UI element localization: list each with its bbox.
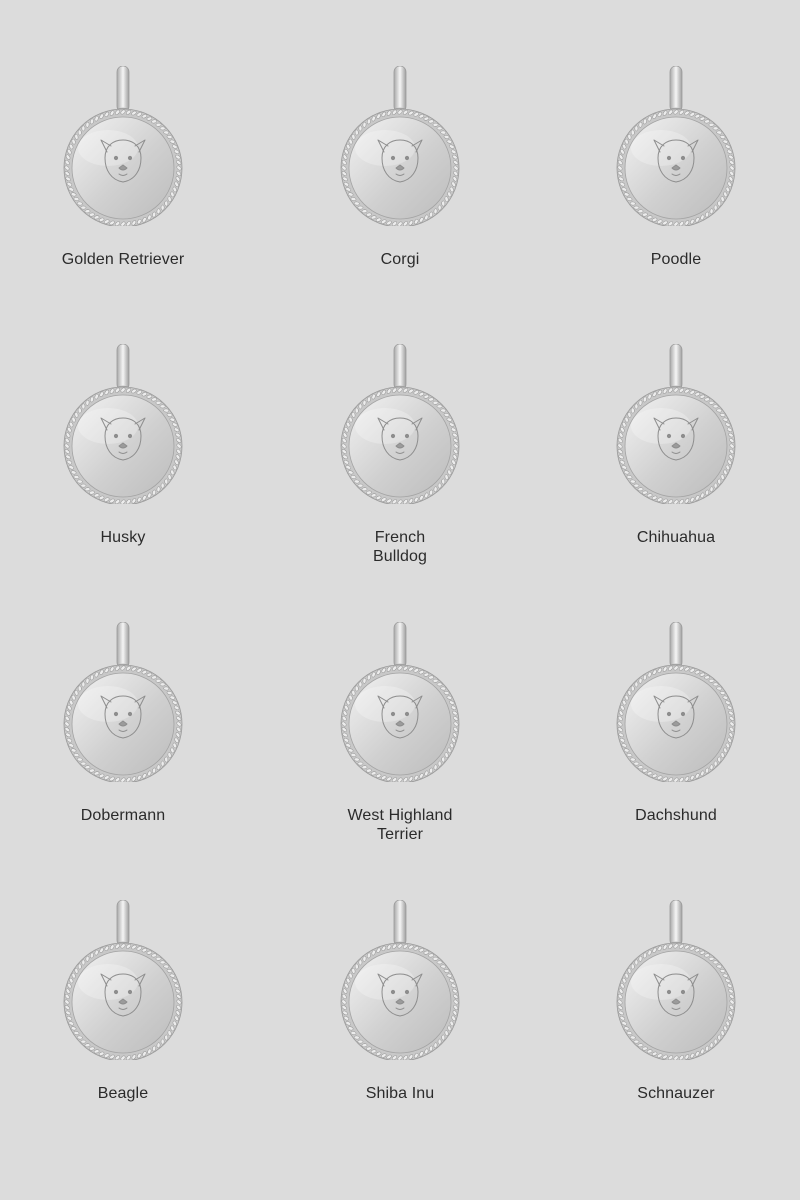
pendant-card[interactable] bbox=[13, 900, 233, 1160]
pendant-card[interactable] bbox=[13, 344, 233, 604]
chihuahua-icon bbox=[606, 344, 746, 504]
pendant-card[interactable] bbox=[290, 622, 510, 882]
pendant-card[interactable] bbox=[13, 622, 233, 882]
pendant-card[interactable] bbox=[13, 66, 233, 326]
pendant-card[interactable] bbox=[290, 66, 510, 326]
pendant-card[interactable] bbox=[566, 66, 786, 326]
golden-retriever-icon bbox=[53, 66, 193, 226]
pendant-label: Golden Retriever bbox=[61, 251, 185, 268]
poodle-icon bbox=[606, 66, 746, 226]
pendant-card[interactable] bbox=[566, 344, 786, 604]
pendant-label: Shiba Inu bbox=[365, 1085, 435, 1102]
pendant-label: French Bulldog bbox=[372, 529, 428, 565]
pendant-card[interactable] bbox=[290, 344, 510, 604]
french-bulldog-icon bbox=[330, 344, 470, 504]
pendant-label: Chihuahua bbox=[636, 529, 716, 546]
pendant-label: Schnauzer bbox=[637, 1085, 715, 1102]
corgi-icon bbox=[330, 66, 470, 226]
pendant-label: Poodle bbox=[650, 251, 702, 268]
pendant-label: Dachshund bbox=[635, 807, 717, 824]
pendant-label: Husky bbox=[100, 529, 146, 546]
pendant-card[interactable] bbox=[566, 900, 786, 1160]
husky-icon bbox=[53, 344, 193, 504]
pendant-card[interactable] bbox=[566, 622, 786, 882]
dachshund-icon bbox=[606, 622, 746, 782]
schnauzer-icon bbox=[606, 900, 746, 1060]
shiba-inu-icon bbox=[330, 900, 470, 1060]
pendant-label: Dobermann bbox=[80, 807, 166, 824]
pendant-label: West Highland Terrier bbox=[347, 807, 453, 843]
pendant-label: Beagle bbox=[97, 1085, 149, 1102]
west-highland-terrier-icon bbox=[330, 622, 470, 782]
pendant-label: Corgi bbox=[380, 251, 420, 268]
pendant-card[interactable] bbox=[290, 900, 510, 1160]
beagle-icon bbox=[53, 900, 193, 1060]
dobermann-icon bbox=[53, 622, 193, 782]
